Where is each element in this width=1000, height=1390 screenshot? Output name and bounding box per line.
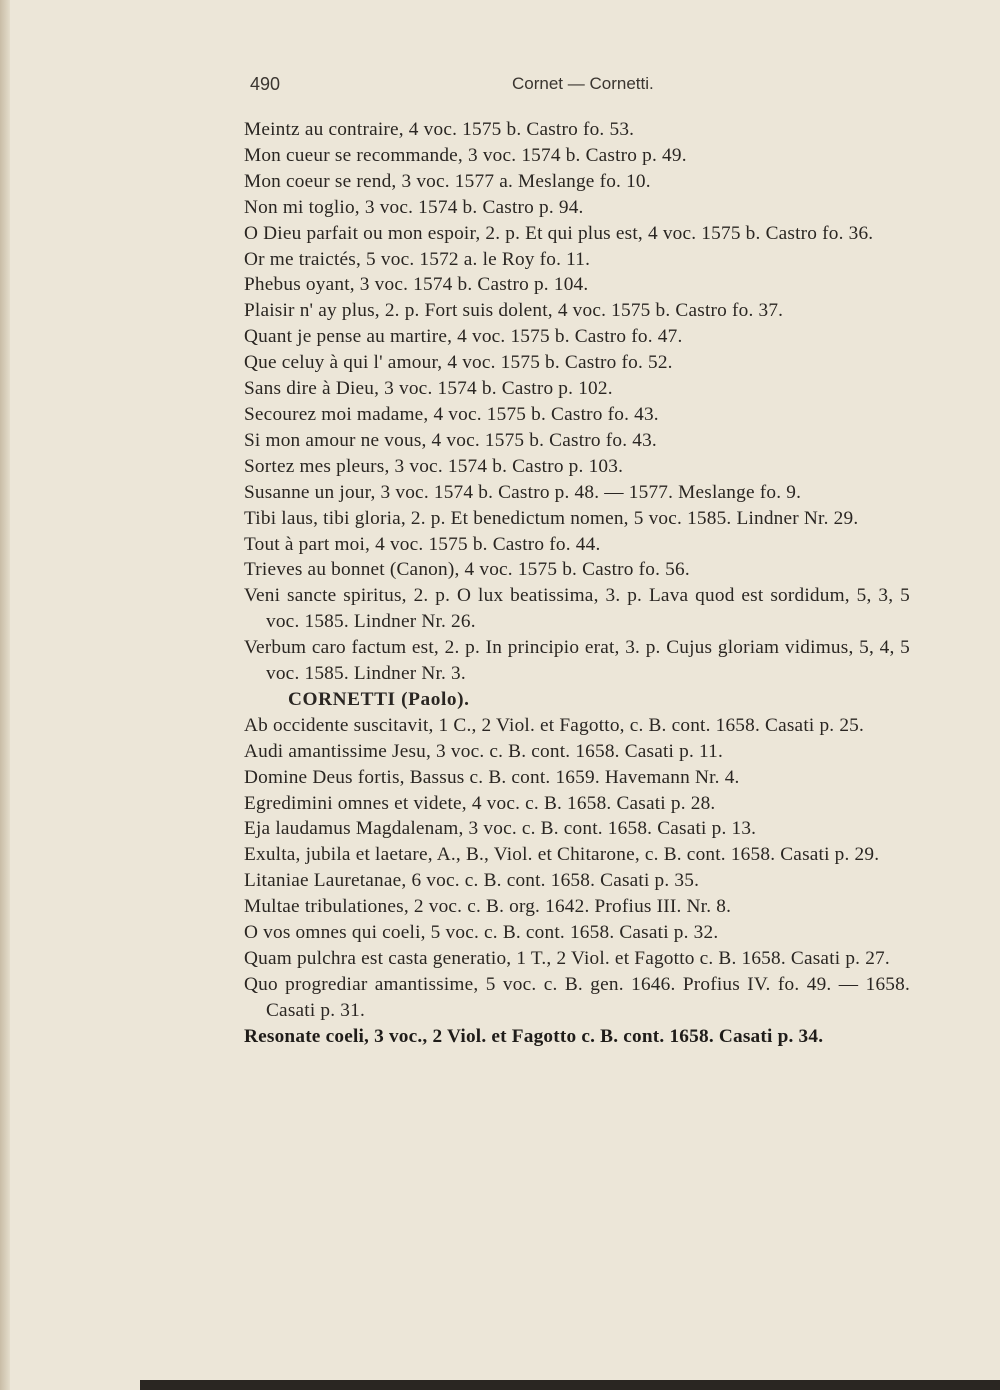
cornetti-entries xyxy=(244,713,910,1024)
catalog-entry: Exulta, jubila et laetare, A., B., Viol. et Chitarone, c. B. cont. 1658. Casati p. 29. xyxy=(244,844,880,866)
catalog-entry: Quo progrediar amantissime, 5 voc. c. B. gen. 1646. Profius IV. fo. 49. — 1658. Casati p. 31. xyxy=(244,973,910,1021)
catalog-entry: Quant je pense au martire, 4 voc. 1575 b. Castro fo. 47. xyxy=(244,326,683,348)
catalog-entry: Veni sancte spiritus, 2. p. O lux beatissima, 3. p. Lava quod est sordidum, 5, 3, 5 voc. 1585. Lindner Nr. 26. xyxy=(244,585,910,633)
catalog-entry: Trieves au bonnet (Canon), 4 voc. 1575 b. Castro fo. 56. xyxy=(244,559,690,581)
catalog-entry: Secourez moi madame, 4 voc. 1575 b. Castro fo. 43. xyxy=(244,403,659,425)
catalog-entry: Quam pulchra est casta generatio, 1 T., 2 Viol. et Fagotto c. B. 1658. Casati p. 27. xyxy=(244,948,890,969)
catalog-entry: Tout à part moi, 4 voc. 1575 b. Castro fo. 44. xyxy=(244,533,601,555)
catalog-entry: O Dieu parfait ou mon espoir, 2. p. Et qui plus est, 4 voc. 1575 b. Castro fo. 36. xyxy=(244,222,874,244)
catalog-entry: O vos omnes qui coeli, 5 voc. c. B. cont. 1658. Casati p. 32. xyxy=(244,922,719,944)
running-head: Cornet — Cornetti. xyxy=(512,74,654,93)
catalog-entry-last: Resonate coeli, 3 voc., 2 Viol. et Fagotto c. B. cont. 1658. Casati p. 34. xyxy=(244,1025,824,1047)
catalog-entry: Audi amantissime Jesu, 3 voc. c. B. cont. 1658. Casati p. 11. xyxy=(244,740,723,762)
catalog-entry: Phebus oyant, 3 voc. 1574 b. Castro p. 104. xyxy=(244,274,589,296)
cornet-entries xyxy=(244,117,910,687)
catalog-entry: Domine Deus fortis, Bassus c. B. cont. 1659. Havemann Nr. 4. xyxy=(244,766,740,788)
page-edge-shadow xyxy=(0,0,10,1390)
catalog-listing xyxy=(244,117,910,1050)
catalog-entry: Susanne un jour, 3 voc. 1574 b. Castro p. 48. — 1577. Meslange fo. 9. xyxy=(244,481,802,503)
catalog-entry: Mon coeur se rend, 3 voc. 1577 a. Meslange fo. 10. xyxy=(244,170,651,192)
catalog-entry: Ab occidente suscitavit, 1 C., 2 Viol. et Fagotto, c. B. cont. 1658. Casati p. 25. xyxy=(244,714,865,736)
catalog-entry: Sortez mes pleurs, 3 voc. 1574 b. Castro p. 103. xyxy=(244,455,624,477)
catalog-entry: Sans dire à Dieu, 3 voc. 1574 b. Castro p. 102. xyxy=(244,378,613,400)
catalog-entry: Eja laudamus Magdalenam, 3 voc. c. B. cont. 1658. Casati p. 13. xyxy=(244,818,757,840)
catalog-entry: Or me traictés, 5 voc. 1572 a. le Roy fo. 11. xyxy=(244,248,591,270)
catalog-entry: Egredimini omnes et videte, 4 voc. c. B. 1658. Casati p. 28. xyxy=(244,792,716,814)
catalog-entry: Si mon amour ne vous, 4 voc. 1575 b. Castro fo. 43. xyxy=(244,429,657,451)
catalog-entry: Que celuy à qui l' amour, 4 voc. 1575 b. Castro fo. 52. xyxy=(244,352,673,374)
catalog-entry: Plaisir n' ay plus, 2. p. Fort suis dolent, 4 voc. 1575 b. Castro fo. 37. xyxy=(244,300,784,322)
catalog-entry: Litaniae Lauretanae, 6 voc. c. B. cont. 1658. Casati p. 35. xyxy=(244,870,700,892)
catalog-entry: Mon cueur se recommande, 3 voc. 1574 b. Castro p. 49. xyxy=(244,144,687,166)
composer-heading: CORNETTI (Paolo). xyxy=(288,688,470,710)
catalog-entry: Tibi laus, tibi gloria, 2. p. Et benedictum nomen, 5 voc. 1585. Lindner Nr. 29. xyxy=(244,507,859,529)
catalog-entry: Verbum caro factum est, 2. p. In principio erat, 3. p. Cujus gloriam vidimus, 5, 4, 5 voc. 1585. Lindner Nr. 3. xyxy=(244,637,910,685)
page-number: 490 xyxy=(250,74,281,94)
page-header xyxy=(250,74,870,100)
scan-bottom-band xyxy=(140,1380,1000,1390)
catalog-entry: Multae tribulationes, 2 voc. c. B. org. 1642. Profius III. Nr. 8. xyxy=(244,896,732,918)
catalog-entry: Non mi toglio, 3 voc. 1574 b. Castro p. 94. xyxy=(244,196,584,218)
catalog-entry: Meintz au contraire, 4 voc. 1575 b. Castro fo. 53. xyxy=(244,119,635,140)
